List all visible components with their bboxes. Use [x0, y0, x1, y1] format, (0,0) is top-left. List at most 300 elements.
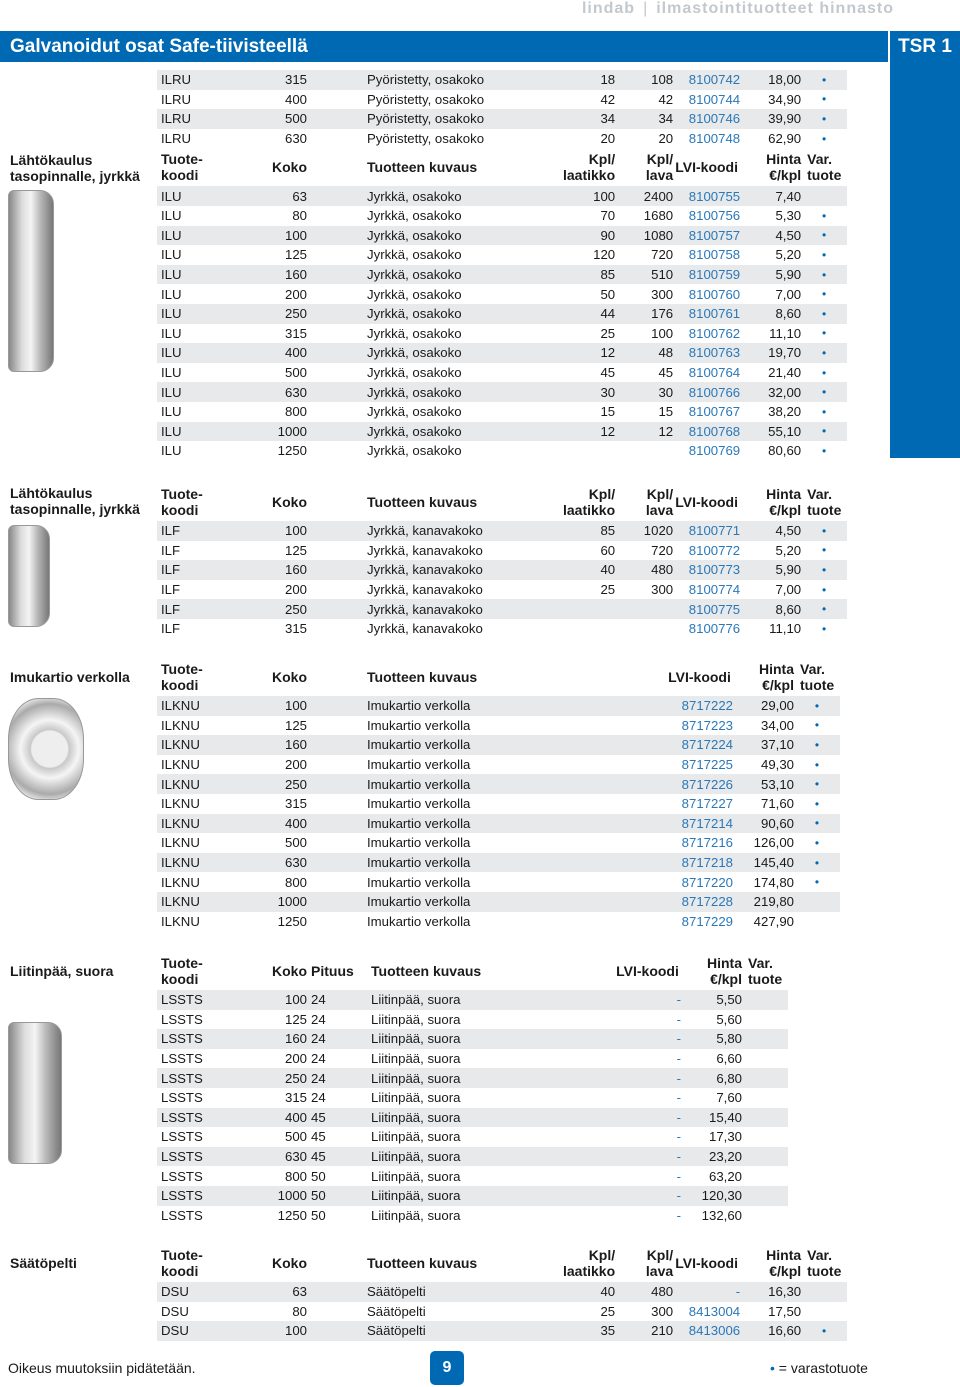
lvi-code: - [676, 1011, 681, 1027]
stock-dot-icon: • [801, 422, 847, 442]
table-row [157, 1108, 788, 1128]
empty-cell [608, 853, 666, 873]
size: 500 [261, 109, 307, 129]
table-row [157, 186, 847, 206]
table-header-row [157, 658, 840, 696]
description: Jyrkkä, osakoko [307, 304, 563, 324]
empty-cell [563, 892, 608, 912]
table-row [157, 402, 847, 422]
empty-cell [563, 755, 608, 775]
size: 1250 [277, 443, 307, 459]
price: 11,10 [769, 621, 802, 637]
size: 630 [261, 1147, 307, 1167]
empty-cell [563, 774, 608, 794]
qty-per-pallet: 210 [615, 1321, 673, 1341]
qty-per-box: 30 [563, 382, 615, 402]
price: 19,70 [740, 343, 801, 363]
stock-dot-icon [742, 1088, 788, 1108]
product-code: ILF [161, 582, 181, 598]
table-row [157, 619, 847, 639]
stock-dot-icon: • [822, 131, 827, 146]
price: 174,80 [753, 874, 794, 890]
table-row [157, 245, 847, 265]
stock-dot-icon [742, 1127, 788, 1147]
size: 125 [284, 717, 307, 733]
qty-per-box: 85 [563, 521, 615, 541]
price: 49,30 [760, 757, 794, 773]
stock-dot-icon: • [822, 92, 827, 107]
stock-dot-icon [801, 1282, 847, 1302]
product-code: LSSTS [157, 1108, 261, 1128]
empty-cell [563, 735, 608, 755]
empty-cell [567, 1068, 614, 1088]
qty-per-pallet: 1680 [643, 208, 674, 224]
empty-cell [608, 696, 666, 716]
lvi-code: 8100773 [673, 560, 740, 580]
header-stock: Var. tuote [794, 658, 840, 696]
price: 6,80 [681, 1068, 742, 1088]
size: 315 [284, 1090, 307, 1106]
size: 315 [261, 70, 307, 90]
price: 8,60 [740, 599, 801, 619]
description: Liitinpää, suora [371, 1207, 461, 1223]
price: 16,30 [740, 1282, 801, 1302]
lvi-code: - [676, 1090, 681, 1106]
stock-dot-icon: • [794, 735, 840, 755]
table-ilknu [157, 658, 840, 931]
price: 23,20 [681, 1147, 742, 1167]
table-row [157, 382, 847, 402]
description: Liitinpää, suora [367, 1108, 567, 1128]
table-header-row [157, 483, 847, 521]
description: Jyrkkä, osakoko [367, 404, 462, 420]
description: Liitinpää, suora [371, 1129, 461, 1145]
empty-cell [563, 912, 608, 932]
product-code: ILKNU [161, 796, 200, 812]
qty-per-box: 15 [600, 404, 616, 420]
size: 800 [284, 1168, 307, 1184]
stock-dot-icon: • [794, 814, 840, 834]
lvi-code: 8100775 [673, 599, 740, 619]
lvi-code: 8100767 [688, 404, 741, 420]
header-lvi: LVI-koodi [666, 658, 733, 696]
description: Pyöristetty, osakoko [307, 70, 563, 90]
table-ilu [157, 70, 847, 461]
qty-per-box: 42 [600, 91, 616, 107]
price: 4,50 [740, 521, 801, 541]
price: 7,00 [775, 286, 802, 302]
lvi-code: 8717229 [681, 913, 733, 929]
qty-per-box: 90 [563, 226, 615, 246]
lvi-code: 8717227 [681, 796, 733, 812]
size: 63 [261, 186, 307, 206]
table-row [157, 129, 847, 149]
description: Jyrkkä, osakoko [307, 382, 563, 402]
table-row [157, 1302, 847, 1322]
qty-per-box: 45 [600, 365, 616, 381]
size: 400 [261, 814, 307, 834]
qty-per-pallet: 45 [658, 365, 674, 381]
qty-per-pallet: 100 [651, 325, 674, 341]
size: 400 [261, 1108, 307, 1128]
price: 71,60 [760, 796, 794, 812]
product-code: LSSTS [161, 1051, 203, 1067]
stock-dot-icon [742, 1010, 788, 1030]
description: Jyrkkä, kanavakoko [307, 599, 563, 619]
size: 315 [284, 325, 307, 341]
description: Jyrkkä, osakoko [307, 265, 563, 285]
empty-cell [608, 912, 666, 932]
empty-cell [563, 794, 608, 814]
size: 125 [284, 247, 307, 263]
lvi-code: 8100757 [673, 226, 740, 246]
section-ilu [0, 70, 900, 465]
product-code: LSSTS [157, 1029, 261, 1049]
header-price: Hinta €/kpl [740, 148, 801, 186]
header-code: Tuote- koodi [157, 1244, 261, 1282]
qty-per-box: 25 [600, 582, 616, 598]
price: 6,60 [716, 1051, 742, 1067]
size: 1250 [277, 913, 307, 929]
empty-cell [567, 1147, 614, 1167]
header-pallet: Kpl/ lava [615, 1244, 673, 1282]
empty-cell [563, 833, 608, 853]
table-row [157, 521, 847, 541]
stock-dot-icon: • [801, 521, 847, 541]
empty-cell [567, 1010, 614, 1030]
price: 8,60 [740, 304, 801, 324]
header-stock: Var. tuote [742, 952, 788, 990]
stock-dot-icon [742, 1049, 788, 1069]
lvi-code: 8100746 [673, 109, 740, 129]
price: 17,30 [708, 1129, 742, 1145]
table-header [157, 658, 840, 696]
stock-dot-icon: • [822, 326, 827, 341]
size: 1250 [277, 1207, 307, 1223]
product-code: ILKNU [161, 874, 200, 890]
product-image-ilknu [8, 698, 84, 800]
price: 219,80 [733, 892, 794, 912]
size: 200 [284, 1051, 307, 1067]
qty-per-pallet: 108 [615, 70, 673, 90]
table-row [157, 441, 847, 461]
size: 200 [284, 757, 307, 773]
table-header [157, 1244, 847, 1282]
length: 45 [311, 1129, 326, 1145]
header-stock: Var. tuote [801, 483, 847, 521]
price: 32,00 [740, 382, 801, 402]
product-code: LSSTS [161, 1090, 203, 1106]
table-row [157, 265, 847, 285]
size: 800 [284, 874, 307, 890]
section-tab: TSR 1 [890, 31, 960, 62]
footer-disclaimer: Oikeus muutoksiin pidätetään. [8, 1360, 196, 1376]
lvi-code: - [673, 1282, 740, 1302]
stock-dot-icon: • [822, 543, 827, 558]
table-row [157, 1088, 788, 1108]
lvi-code: 8100776 [688, 621, 741, 637]
stock-dot-icon [801, 1302, 847, 1322]
size: 1000 [261, 1186, 307, 1206]
empty-cell [567, 1029, 614, 1049]
price: 5,20 [775, 247, 802, 263]
product-code: ILKNU [157, 735, 261, 755]
product-code: LSSTS [157, 1147, 261, 1167]
length: 24 [307, 1029, 367, 1049]
price: 17,50 [768, 1303, 802, 1319]
table-header-row [157, 148, 847, 186]
product-code: ILU [161, 365, 182, 381]
product-code: ILF [161, 542, 181, 558]
qty-per-box: 35 [563, 1321, 615, 1341]
product-code: ILKNU [161, 913, 200, 929]
header-pallet: Kpl/ lava [615, 483, 673, 521]
empty-cell [563, 872, 608, 892]
qty-per-box [563, 599, 615, 619]
description: Liitinpää, suora [371, 1011, 461, 1027]
length: 45 [307, 1108, 367, 1128]
product-code: ILKNU [157, 774, 261, 794]
product-code: LSSTS [161, 1129, 203, 1145]
lvi-code: - [676, 1051, 681, 1067]
lvi-code: - [676, 1168, 681, 1184]
empty-cell [563, 716, 608, 736]
size: 250 [261, 304, 307, 324]
product-code: ILRU [157, 70, 261, 90]
description: Säätöpelti [307, 1321, 563, 1341]
header-empty [563, 658, 608, 696]
qty-per-box: 44 [563, 304, 615, 324]
qty-per-pallet: 300 [651, 286, 674, 302]
qty-per-pallet: 30 [615, 382, 673, 402]
header-size: Koko [261, 483, 307, 521]
empty-cell [563, 696, 608, 716]
price: 427,90 [753, 913, 794, 929]
page-title: Galvanoidut osat Safe-tiivisteellä [0, 31, 888, 62]
size: 200 [284, 286, 307, 302]
product-code: ILKNU [157, 814, 261, 834]
header-price: Hinta €/kpl [740, 483, 801, 521]
price: 55,10 [740, 422, 801, 442]
size: 160 [261, 265, 307, 285]
price: 34,90 [768, 91, 802, 107]
size: 1000 [261, 422, 307, 442]
table-row [157, 90, 847, 110]
product-code: DSU [157, 1282, 261, 1302]
section-label: Säätöpelti [10, 1255, 77, 1271]
product-code: ILU [157, 422, 261, 442]
qty-per-pallet: 1020 [615, 521, 673, 541]
table-row [157, 599, 847, 619]
description: Imukartio verkolla [307, 853, 563, 873]
product-code: ILU [157, 343, 261, 363]
product-code: ILKNU [161, 835, 200, 851]
size: 100 [261, 696, 307, 716]
price: 16,60 [740, 1321, 801, 1341]
stock-dot-icon: • [814, 875, 820, 890]
table-row [157, 892, 840, 912]
description: Säätöpelti [367, 1303, 426, 1319]
table-row [157, 70, 847, 90]
lvi-code: 8413006 [673, 1321, 740, 1341]
qty-per-pallet: 34 [615, 109, 673, 129]
table-header-row [157, 1244, 847, 1282]
stock-dot-icon: • [814, 757, 820, 772]
product-code: LSSTS [157, 990, 261, 1010]
description: Liitinpää, suora [367, 1029, 567, 1049]
price: 15,40 [681, 1108, 742, 1128]
lvi-code: 8100748 [688, 131, 741, 147]
footer-legend [770, 1360, 868, 1376]
lvi-code: 8717225 [681, 757, 733, 773]
price: 132,60 [701, 1207, 742, 1223]
stock-dot-icon: • [794, 774, 840, 794]
product-image-ilu [8, 190, 54, 372]
product-code: ILU [157, 304, 261, 324]
price: 126,00 [753, 835, 794, 851]
stock-dot-icon: • [801, 599, 847, 619]
size: 200 [284, 582, 307, 598]
size: 100 [261, 990, 307, 1010]
price: 90,60 [733, 814, 794, 834]
stock-dot-icon: • [822, 287, 827, 302]
qty-per-pallet: 15 [658, 404, 674, 420]
price: 5,20 [775, 542, 802, 558]
header-price: Hinta €/kpl [733, 658, 794, 696]
price: 11,10 [769, 325, 802, 341]
stock-dot-icon: • [794, 853, 840, 873]
lvi-code: - [676, 1207, 681, 1223]
description: Imukartio verkolla [307, 814, 563, 834]
stock-dot-icon: • [794, 696, 840, 716]
qty-per-pallet [615, 441, 673, 461]
table-row [157, 343, 847, 363]
qty-per-box: 25 [600, 1303, 616, 1319]
size: 250 [261, 599, 307, 619]
stock-dot-icon: • [814, 796, 820, 811]
product-code: LSSTS [157, 1068, 261, 1088]
header-code: Tuote- koodi [157, 658, 261, 696]
table-row [157, 1321, 847, 1341]
size: 250 [261, 1068, 307, 1088]
table-row [157, 872, 840, 892]
section-label: Lähtökaulus tasopinnalle, jyrkkä [10, 485, 140, 517]
lvi-code: 8100772 [688, 542, 741, 558]
stock-dot-icon: • [814, 835, 820, 850]
table-dsu [157, 1244, 847, 1341]
lvi-code: 8100774 [688, 582, 741, 598]
lvi-code: 8100761 [673, 304, 740, 324]
size: 500 [284, 1129, 307, 1145]
price: 38,20 [768, 404, 802, 420]
lvi-code: - [614, 1068, 681, 1088]
empty-cell [608, 774, 666, 794]
table-row [157, 580, 847, 600]
size: 100 [261, 226, 307, 246]
table-row [157, 1147, 788, 1167]
lvi-code: 8717228 [666, 892, 733, 912]
page-number: 9 [430, 1351, 464, 1385]
size: 63 [261, 1282, 307, 1302]
qty-per-box: 50 [600, 286, 616, 302]
product-code: ILU [161, 443, 182, 459]
header-price: Hinta €/kpl [740, 1244, 801, 1282]
table-row [157, 1049, 788, 1069]
section-label: Liitinpää, suora [10, 963, 114, 979]
header-price: Hinta €/kpl [681, 952, 742, 990]
table-row [157, 422, 847, 442]
stock-dot-icon: • [801, 265, 847, 285]
stock-dot-icon: • [822, 582, 827, 597]
header-empty [567, 952, 614, 990]
qty-per-pallet: 20 [658, 131, 674, 147]
product-code: ILF [157, 521, 261, 541]
table-row [157, 363, 847, 383]
table-row [157, 1282, 847, 1302]
header-stock: Var. tuote [801, 1244, 847, 1282]
header-size: Koko [261, 952, 307, 990]
brand-separator: | [643, 0, 649, 17]
description: Pyöristetty, osakoko [367, 131, 485, 147]
empty-cell [608, 814, 666, 834]
stock-dot-icon: • [801, 343, 847, 363]
description: Jyrkkä, osakoko [307, 226, 563, 246]
qty-per-pallet: 42 [658, 91, 674, 107]
description: Imukartio verkolla [367, 757, 471, 773]
size: 630 [284, 131, 307, 147]
stock-dot-icon: • [801, 382, 847, 402]
lvi-code: 8717224 [666, 735, 733, 755]
section-label: Lähtökaulus tasopinnalle, jyrkkä [10, 152, 140, 184]
ilru-rows [157, 70, 847, 148]
price: 18,00 [740, 70, 801, 90]
description: Liitinpää, suora [367, 990, 567, 1010]
empty-cell [608, 755, 666, 775]
size: 800 [284, 404, 307, 420]
lvi-code: 8100760 [688, 286, 741, 302]
length: 24 [311, 1051, 326, 1067]
stock-dot-icon: • [814, 718, 820, 733]
header-lvi: LVI-koodi [673, 483, 740, 521]
table-row [157, 226, 847, 246]
size: 315 [284, 621, 307, 637]
brand-name: lindab [581, 0, 636, 17]
stock-dot-icon [742, 990, 788, 1010]
description: Imukartio verkolla [367, 717, 471, 733]
header-box: Kpl/ laatikko [563, 148, 615, 186]
empty-cell [563, 853, 608, 873]
size: 630 [261, 853, 307, 873]
empty-cell [567, 1166, 614, 1186]
description: Jyrkkä, osakoko [367, 208, 462, 224]
price: 5,80 [681, 1029, 742, 1049]
size: 630 [261, 382, 307, 402]
lvi-code: 8717223 [681, 717, 733, 733]
lvi-code: - [614, 990, 681, 1010]
product-code: ILF [157, 599, 261, 619]
lvi-code: 8100762 [688, 325, 741, 341]
size: 250 [261, 774, 307, 794]
product-code: ILU [157, 186, 261, 206]
product-code: DSU [161, 1303, 189, 1319]
qty-per-pallet: 300 [651, 582, 674, 598]
description: Imukartio verkolla [307, 735, 563, 755]
header-lvi: LVI-koodi [673, 1244, 740, 1282]
table-row [157, 1127, 788, 1147]
lvi-code: 8100759 [673, 265, 740, 285]
product-code: LSSTS [161, 1168, 203, 1184]
length: 50 [311, 1168, 326, 1184]
